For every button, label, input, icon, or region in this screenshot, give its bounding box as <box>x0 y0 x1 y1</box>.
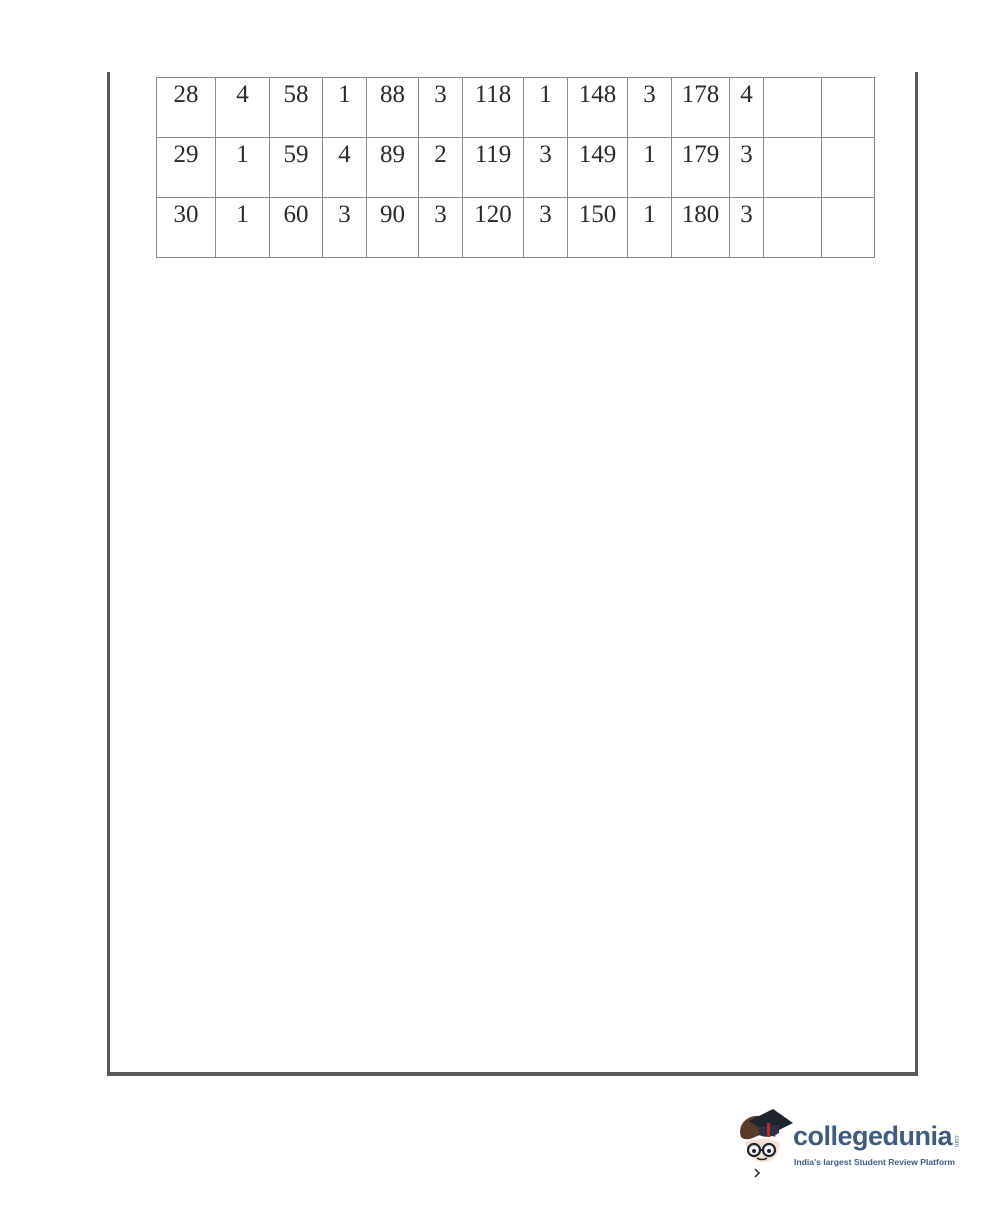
answer-key-table <box>156 77 875 258</box>
brand-tagline: India's largest Student Review Platform <box>794 1157 956 1167</box>
answer-cell: 1 <box>524 78 568 138</box>
student-mascot-icon <box>735 1107 795 1183</box>
table-row <box>157 138 875 198</box>
answer-cell: 1 <box>323 78 367 138</box>
question-number-cell: 30 <box>157 198 216 258</box>
question-number-cell: 58 <box>270 78 323 138</box>
answer-cell: 3 <box>524 198 568 258</box>
empty-cell <box>764 78 822 138</box>
empty-cell <box>822 198 875 258</box>
question-number-cell: 150 <box>568 198 628 258</box>
question-number-cell: 178 <box>672 78 730 138</box>
answer-cell: 1 <box>628 198 672 258</box>
question-number-cell: 148 <box>568 78 628 138</box>
empty-cell <box>764 138 822 198</box>
question-number-cell: 60 <box>270 198 323 258</box>
answer-cell: 1 <box>216 138 270 198</box>
question-number-cell: 28 <box>157 78 216 138</box>
answer-cell: 3 <box>419 78 463 138</box>
empty-cell <box>764 198 822 258</box>
answer-cell: 3 <box>628 78 672 138</box>
question-number-cell: 120 <box>463 198 524 258</box>
question-number-cell: 90 <box>367 198 419 258</box>
question-number-cell: 180 <box>672 198 730 258</box>
answer-cell: 3 <box>730 198 764 258</box>
empty-cell <box>822 78 875 138</box>
table-row <box>157 198 875 258</box>
question-number-cell: 149 <box>568 138 628 198</box>
question-number-cell: 179 <box>672 138 730 198</box>
answer-cell: 4 <box>216 78 270 138</box>
question-number-cell: 118 <box>463 78 524 138</box>
table-row <box>157 78 875 138</box>
brand-domain-suffix: .com <box>953 1134 959 1148</box>
answer-cell: 4 <box>323 138 367 198</box>
question-number-cell: 29 <box>157 138 216 198</box>
question-number-cell: 59 <box>270 138 323 198</box>
answer-cell: 4 <box>730 78 764 138</box>
empty-cell <box>822 138 875 198</box>
answer-cell: 2 <box>419 138 463 198</box>
brand-name: collegedunia <box>793 1121 953 1151</box>
answer-cell: 1 <box>628 138 672 198</box>
question-number-cell: 88 <box>367 78 419 138</box>
answer-cell: 3 <box>419 198 463 258</box>
answer-cell: 3 <box>524 138 568 198</box>
collegedunia-logo <box>735 1107 965 1183</box>
question-number-cell: 119 <box>463 138 524 198</box>
answer-cell: 3 <box>730 138 764 198</box>
question-number-cell: 89 <box>367 138 419 198</box>
answer-cell: 3 <box>323 198 367 258</box>
answer-cell: 1 <box>216 198 270 258</box>
